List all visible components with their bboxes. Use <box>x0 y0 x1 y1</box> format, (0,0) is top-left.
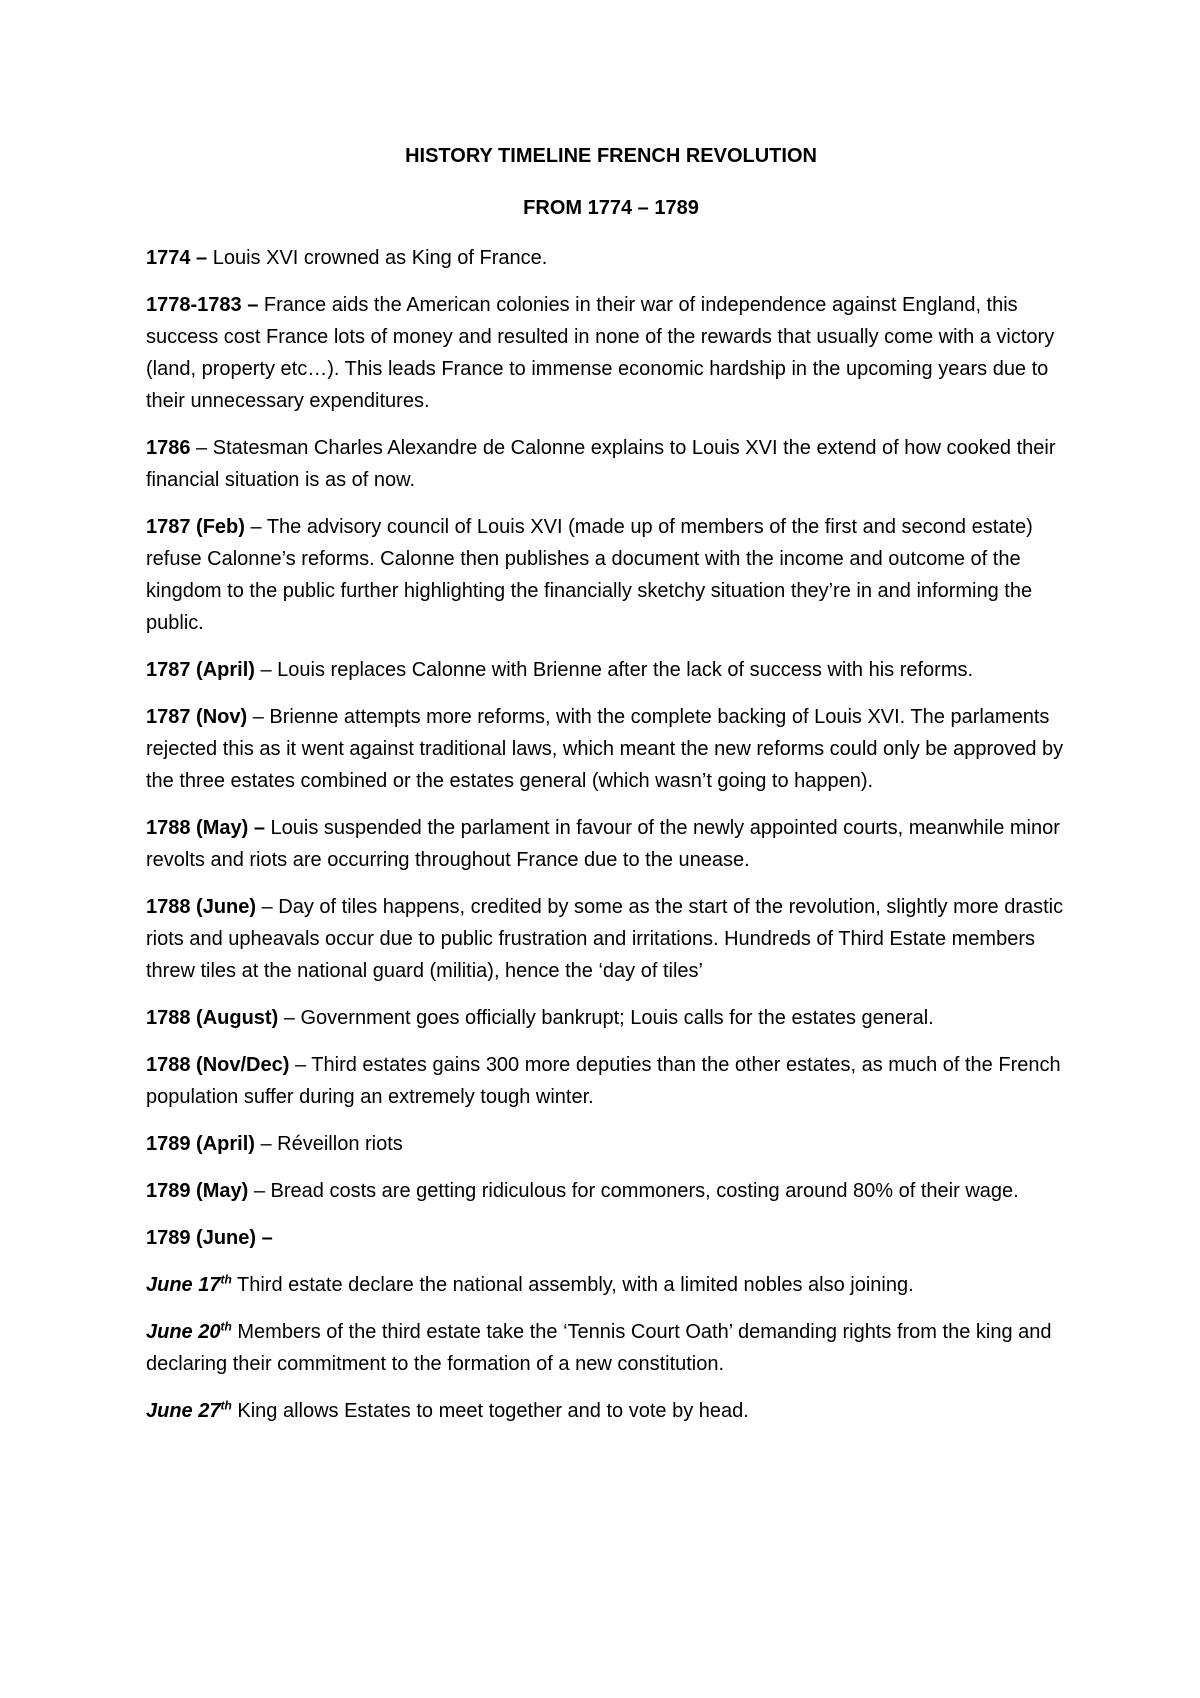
ordinal-suffix: th <box>220 1272 232 1287</box>
entry-date: 1778-1783 – <box>146 294 259 316</box>
timeline-entry <box>146 1175 1076 1207</box>
timeline-entries <box>146 242 1076 1254</box>
ordinal-suffix: th <box>220 1319 232 1334</box>
entry-date: 1788 (August) <box>146 1007 279 1029</box>
entry-text: – Réveillon riots <box>254 1133 403 1155</box>
entry-date: 1787 (Feb) <box>146 516 245 538</box>
entry-date: 1788 (June) <box>146 896 257 918</box>
timeline-entry <box>146 1002 1076 1034</box>
entry-date: 1787 (April) <box>146 659 255 681</box>
entry-text: – Statesman Charles Alexandre de Calonne explains to Louis XVI the extend of how cooked their financial situation is as of now. <box>146 437 1056 491</box>
sub-entry-day: June 27 <box>146 1400 221 1422</box>
timeline-entry <box>146 432 1076 496</box>
sub-entry-day: June 20 <box>146 1321 221 1343</box>
entry-text: – Brienne attempts more reforms, with the complete backing of Louis XVI. The parlaments rejected this as it went against traditional laws, which meant the new reforms could only be approved by the three estates combined or the estates general (which wasn’t going to happen). <box>146 706 1064 792</box>
entry-text: France aids the American colonies in their war of independence against England, this success cost France lots of money and resulted in none of the rewards that usually come with a victory (land, property etc…). This leads France to immense economic hardship in the upcoming years due to their unnecessary expenditures. <box>146 294 1055 412</box>
timeline-entry <box>146 1222 1076 1254</box>
entry-text: – Day of tiles happens, credited by some as the start of the revolution, slightly more drastic riots and upheavals occur due to public frustration and irritations. Hundreds of Third Estate members threw tiles at the national guard (militia), hence the ‘day of tiles’ <box>146 896 1064 982</box>
entry-date: 1789 (June) – <box>146 1227 273 1249</box>
entry-date: 1788 (May) – <box>146 817 265 839</box>
entry-text: Louis suspended the parlament in favour of the newly appointed courts, meanwhile minor revolts and riots are occurring throughout France due to the unease. <box>146 817 1060 871</box>
sub-entry-date <box>146 1274 232 1296</box>
timeline-entry <box>146 654 1076 686</box>
entry-date: 1786 <box>146 437 191 459</box>
entry-text: – Bread costs are getting ridiculous for commoners, costing around 80% of their wage. <box>248 1180 1019 1202</box>
sub-entry <box>146 1316 1076 1380</box>
entry-text: – Government goes officially bankrupt; Louis calls for the estates general. <box>278 1007 934 1029</box>
entry-date: 1787 (Nov) <box>146 706 248 728</box>
sub-entry-text: Third estate declare the national assembly, with a limited nobles also joining. <box>231 1274 914 1296</box>
document-subtitle: FROM 1774 – 1789 <box>523 197 699 219</box>
sub-entry-day: June 17 <box>146 1274 221 1296</box>
entry-date: 1774 – <box>146 247 208 269</box>
ordinal-suffix: th <box>220 1398 232 1413</box>
june-sub-entries <box>146 1269 1076 1427</box>
entry-text: – The advisory council of Louis XVI (made up of members of the first and second estate) refuse Calonne’s reforms. Calonne then publishes a document with the income and outcome of the kingdom to the public further highlighting the financially sketchy situation they’re in and informing the public. <box>146 516 1033 634</box>
entry-text: – Louis replaces Calonne with Brienne after the lack of success with his reforms. <box>254 659 974 681</box>
document-page <box>146 140 1076 1442</box>
timeline-entry <box>146 289 1076 417</box>
entry-date: 1789 (May) <box>146 1180 249 1202</box>
sub-entry-text: Members of the third estate take the ‘Tennis Court Oath’ demanding rights from the king and declaring their commitment to the formation of a new constitution. <box>146 1321 1052 1375</box>
timeline-entry <box>146 812 1076 876</box>
entry-date: 1788 (Nov/Dec) <box>146 1054 290 1076</box>
sub-entry-date <box>146 1321 232 1343</box>
timeline-entry <box>146 1049 1076 1113</box>
document-title: HISTORY TIMELINE FRENCH REVOLUTION <box>405 145 817 167</box>
timeline-entry <box>146 511 1076 639</box>
entry-date: 1789 (April) <box>146 1133 255 1155</box>
timeline-entry <box>146 1128 1076 1160</box>
sub-entry <box>146 1269 1076 1301</box>
entry-text: – Third estates gains 300 more deputies than the other estates, as much of the French population suffer during an extremely tough winter. <box>146 1054 1061 1108</box>
timeline-entry <box>146 701 1076 797</box>
sub-entry-text: King allows Estates to meet together and to vote by head. <box>231 1400 749 1422</box>
timeline-entry <box>146 242 1076 274</box>
sub-entry <box>146 1395 1076 1427</box>
timeline-entry <box>146 891 1076 987</box>
entry-text: Louis XVI crowned as King of France. <box>207 247 548 269</box>
sub-entry-date <box>146 1400 232 1422</box>
